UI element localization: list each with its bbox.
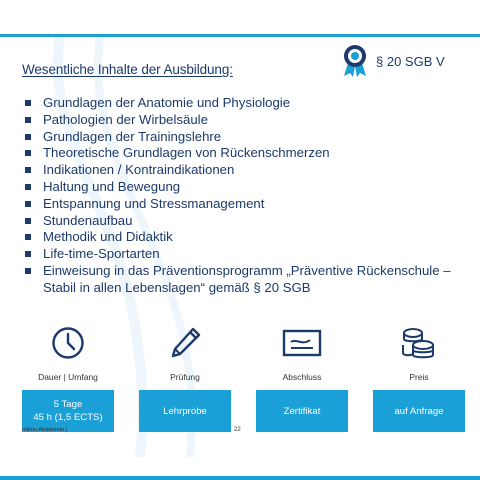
certificate-icon [282,328,322,358]
bullet-icon [25,184,31,190]
footer-separator: | [65,427,68,433]
bullet-icon [25,234,31,240]
fact-duration [22,322,114,382]
fact-caption: Dauer | Umfang [38,372,98,382]
list-item [24,196,464,213]
list-item [24,145,464,162]
fact-value-price [373,390,465,432]
bullet-icon [25,117,31,123]
list-item-text: Life-time-Sportarten [43,246,160,262]
list-item-text: Stundenaufbau [43,212,133,228]
footer-brand: millou Akademie [22,427,65,433]
list-item [24,162,464,179]
bullet-icon [25,150,31,156]
fact-caption: Preis [409,372,429,382]
bottom-accent-stripe [0,476,480,480]
list-item-text: Theoretische Grundlagen von Rückenschmerzen [43,145,330,161]
badge-label: § 20 SGB V [376,53,445,69]
bullet-icon [25,251,31,257]
fact-value-duration [22,390,114,432]
fact-caption: Prüfung [170,372,200,382]
award-ribbon-icon [342,44,368,78]
footer-slogan: lernen.erLEBEN [68,427,111,433]
list-item [24,213,464,230]
list-item-text: Pathologien der Wirbelsäule [43,111,208,127]
list-item [24,179,464,196]
fact-value-degree [256,390,348,432]
list-item-text: Einweisung in das Präventionsprogramm „Präventive Rückenschule – Stabil in allen Lebenslagen“ gemäß § 20 SGB [43,262,451,295]
content-list [24,95,464,297]
footer [22,427,111,433]
fact-caption: Abschluss [282,372,322,382]
fact-price [373,322,465,382]
list-item-text: Indikationen / Kontraindikationen [43,162,235,178]
fact-value-line: Lehrprobe [163,405,207,417]
page-title: Wesentliche Inhalte der Ausbildung: [22,62,233,77]
bullet-icon [25,201,31,207]
list-item [24,229,464,246]
fact-value-line: 5 Tage [53,399,83,410]
page-number: 22 [234,427,241,433]
list-item-text: Entspannung und Stressmanagement [43,195,265,211]
coins-icon [399,325,439,361]
sgb-badge [342,44,445,78]
fact-value-line: auf Anfrage [394,405,444,417]
fact-exam [139,322,231,382]
list-item [24,112,464,129]
fact-value-line: Zertifikat [283,405,321,417]
list-item [24,263,464,297]
bullet-icon [25,218,31,224]
list-item-text: Grundlagen der Anatomie und Physiologie [43,95,291,110]
clock-icon [51,326,85,360]
bullet-icon [25,268,31,274]
bullet-icon [25,134,31,140]
list-item-text: Haltung und Bewegung [43,178,181,194]
top-bar [0,0,480,34]
fact-value-exam [139,390,231,432]
list-item-text: Methodik und Didaktik [43,229,173,245]
list-item [24,129,464,146]
bullet-icon [25,167,31,173]
list-item-text: Grundlagen der Trainingslehre [43,128,222,144]
list-item [24,246,464,263]
top-accent-stripe [0,34,480,37]
fact-value-line: 45 h (1,5 ECTS) [33,412,103,423]
list-item [24,95,464,112]
bullet-icon [25,100,31,106]
pen-icon [168,326,202,360]
fact-degree [256,322,348,382]
